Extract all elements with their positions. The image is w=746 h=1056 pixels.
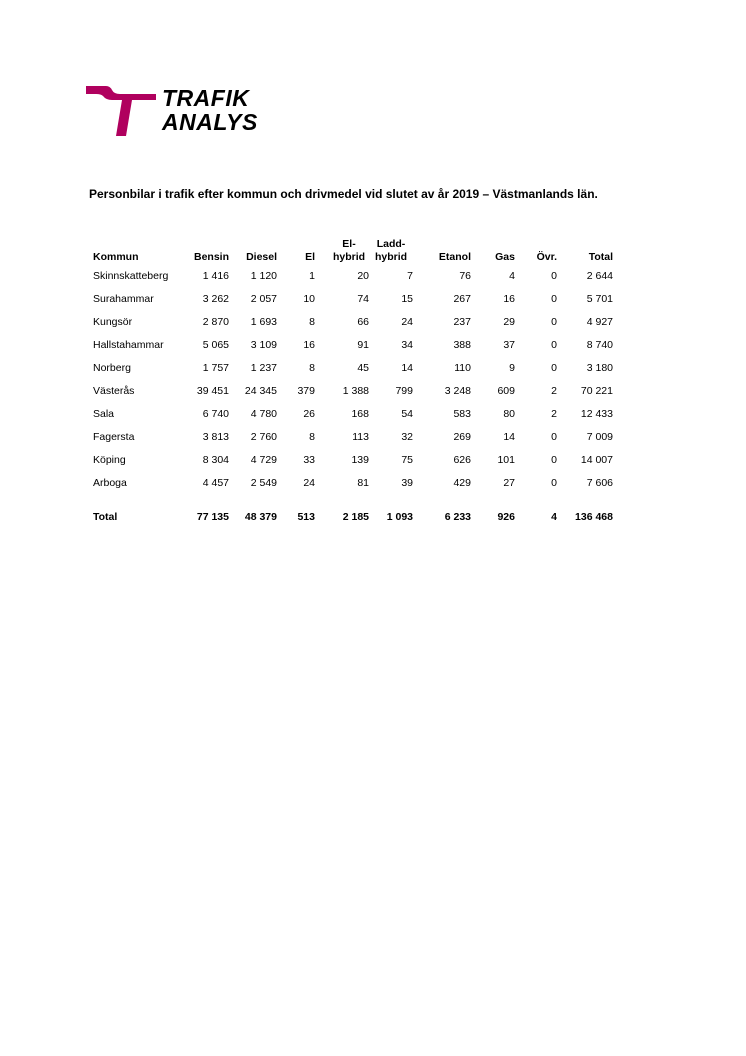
kommun-cell: Kungsör (93, 315, 133, 328)
value-cell: 1 757 (202, 361, 229, 374)
value-cell: 4 780 (250, 407, 277, 420)
value-cell: 0 (551, 269, 557, 282)
value-cell: 0 (551, 361, 557, 374)
trafikanalys-logo (86, 86, 266, 138)
value-cell: 15 (401, 292, 413, 305)
value-cell: 12 433 (580, 407, 613, 420)
value-cell: 2 644 (586, 269, 613, 282)
kommun-cell: Sala (93, 407, 115, 420)
kommun-cell: Surahammar (93, 292, 154, 305)
value-cell: 75 (401, 453, 413, 466)
value-cell: 2 (551, 384, 557, 397)
value-cell: 74 (357, 292, 369, 305)
value-cell: 39 (401, 476, 413, 489)
value-cell: 429 (453, 476, 471, 489)
value-cell: 4 (551, 511, 557, 523)
value-cell: 3 813 (202, 430, 229, 443)
kommun-cell: Skinnskatteberg (93, 269, 169, 282)
value-cell: 2 760 (250, 430, 277, 443)
value-cell: 799 (395, 384, 413, 397)
value-cell: 1 416 (202, 269, 229, 282)
kommun-cell: Köping (93, 453, 126, 466)
header-total: Total (588, 251, 613, 263)
logo-line-2: ANALYS (162, 109, 258, 135)
header-gas: Gas (495, 251, 515, 263)
value-cell: 4 457 (202, 476, 229, 489)
table-row (89, 264, 613, 287)
value-cell: 81 (357, 476, 369, 489)
table-row (89, 356, 613, 379)
header-bensin: Bensin (193, 251, 229, 263)
value-cell: 101 (497, 453, 515, 466)
table-row (89, 402, 613, 425)
value-cell: 0 (551, 315, 557, 328)
value-cell: 26 (303, 407, 315, 420)
kommun-cell: Norberg (93, 361, 131, 374)
value-cell: 3 109 (250, 338, 277, 351)
header-kommun: Kommun (93, 251, 139, 263)
value-cell: 7 606 (586, 476, 613, 489)
value-cell: 513 (297, 511, 315, 523)
value-cell: 4 729 (250, 453, 277, 466)
value-cell: 7 (407, 269, 413, 282)
value-cell: 27 (503, 476, 515, 489)
value-cell: 9 (509, 361, 515, 374)
value-cell: 0 (551, 430, 557, 443)
value-cell: 237 (453, 315, 471, 328)
value-cell: 269 (453, 430, 471, 443)
value-cell: 1 120 (250, 269, 277, 282)
value-cell: 6 233 (444, 511, 471, 523)
header-el: El (305, 251, 315, 263)
value-cell: 1 237 (250, 361, 277, 374)
table-row (89, 425, 613, 448)
value-cell: 0 (551, 476, 557, 489)
value-cell: 2 057 (250, 292, 277, 305)
value-cell: 1 (309, 269, 315, 282)
table-row (89, 471, 613, 494)
value-cell: 0 (551, 338, 557, 351)
value-cell: 2 185 (342, 511, 369, 523)
header-etanol: Etanol (438, 251, 471, 263)
value-cell: 39 451 (196, 384, 229, 397)
value-cell: 110 (454, 361, 471, 374)
value-cell: 1 093 (386, 511, 413, 523)
table-row (89, 379, 613, 402)
value-cell: 14 (503, 430, 515, 443)
value-cell: 8 (309, 430, 315, 443)
value-cell: 8 740 (586, 338, 613, 351)
value-cell: 14 (401, 361, 413, 374)
kommun-cell: Hallstahammar (93, 338, 164, 351)
value-cell: 926 (497, 511, 515, 523)
value-cell: 37 (503, 338, 515, 351)
value-cell: 113 (352, 430, 369, 443)
table-row (89, 310, 613, 333)
header-row (89, 236, 613, 264)
table-row (89, 333, 613, 356)
value-cell: 3 262 (202, 292, 229, 305)
value-cell: 139 (351, 453, 369, 466)
value-cell: 8 (309, 361, 315, 374)
value-cell: 16 (303, 338, 315, 351)
value-cell: 77 135 (196, 511, 229, 523)
value-cell: 3 180 (586, 361, 613, 374)
logo-wordmark (162, 86, 258, 134)
value-cell: 7 009 (586, 430, 613, 443)
value-cell: 33 (303, 453, 315, 466)
vehicle-table (89, 236, 613, 528)
value-cell: 24 (303, 476, 315, 489)
table-row (89, 448, 613, 471)
table-body (89, 264, 613, 528)
value-cell: 6 740 (202, 407, 229, 420)
value-cell: 1 388 (342, 384, 369, 397)
table-row (89, 287, 613, 310)
value-cell: 14 007 (580, 453, 613, 466)
value-cell: 76 (459, 269, 471, 282)
header-ovr: Övr. (536, 251, 557, 263)
value-cell: 16 (503, 292, 515, 305)
logo-line-1: TRAFIK (162, 85, 250, 111)
value-cell: 583 (453, 407, 471, 420)
value-cell: 8 (309, 315, 315, 328)
value-cell: 5 701 (586, 292, 613, 305)
value-cell: 10 (303, 292, 315, 305)
value-cell: 5 065 (202, 338, 229, 351)
value-cell: 80 (503, 407, 515, 420)
value-cell: 24 345 (244, 384, 277, 397)
value-cell: 0 (551, 292, 557, 305)
value-cell: 267 (453, 292, 471, 305)
value-cell: 3 248 (444, 384, 471, 397)
value-cell: 66 (357, 315, 369, 328)
value-cell: 70 221 (580, 384, 613, 397)
kommun-cell: Arboga (93, 476, 127, 489)
value-cell: 32 (401, 430, 413, 443)
value-cell: 2 (551, 407, 557, 420)
kommun-cell: Total (93, 511, 118, 523)
header-diesel: Diesel (246, 251, 277, 263)
value-cell: 388 (453, 338, 471, 351)
header-laddhybrid: Ladd- hybrid (374, 238, 408, 263)
value-cell: 626 (453, 453, 471, 466)
value-cell: 2 549 (250, 476, 277, 489)
value-cell: 4 927 (586, 315, 613, 328)
table-title: Personbilar i trafik efter kommun och drivmedel vid slutet av år 2019 – Västmanlands län. (89, 187, 598, 201)
value-cell: 2 870 (202, 315, 229, 328)
spacer-row (89, 494, 613, 506)
value-cell: 20 (357, 269, 369, 282)
value-cell: 34 (401, 338, 413, 351)
value-cell: 379 (297, 384, 315, 397)
value-cell: 1 693 (250, 315, 277, 328)
value-cell: 136 468 (575, 511, 613, 523)
logo-t-mark (86, 86, 156, 138)
value-cell: 609 (497, 384, 515, 397)
value-cell: 48 379 (244, 511, 277, 523)
kommun-cell: Fagersta (93, 430, 135, 443)
value-cell: 29 (503, 315, 515, 328)
value-cell: 54 (401, 407, 413, 420)
value-cell: 0 (551, 453, 557, 466)
value-cell: 168 (351, 407, 369, 420)
value-cell: 8 304 (202, 453, 229, 466)
total-row (89, 506, 613, 528)
value-cell: 24 (401, 315, 413, 328)
value-cell: 45 (357, 361, 369, 374)
header-elhybrid: El- hybrid (332, 238, 366, 263)
kommun-cell: Västerås (93, 384, 135, 397)
value-cell: 91 (357, 338, 369, 351)
value-cell: 4 (509, 269, 515, 282)
